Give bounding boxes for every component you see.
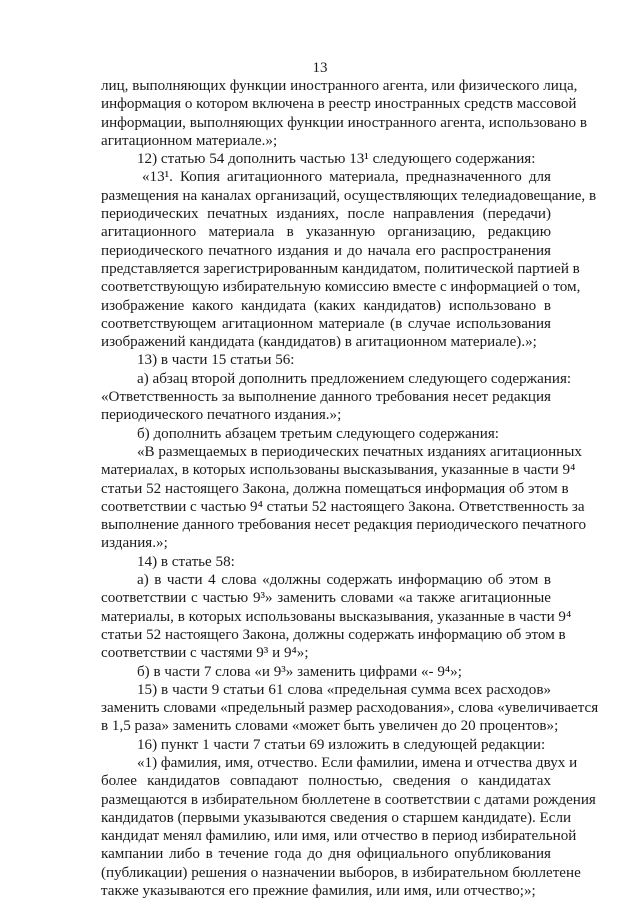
text-line: кандидатов (первыми указываются сведения о старшем кандидате). Если [101, 809, 572, 826]
text-line: статьи 52 настоящего Закона, должны содержать информацию об этом в [101, 626, 566, 643]
text-line: 14) в статье 58: [137, 553, 235, 570]
text-line: размещения на каналах организаций, осуществляющих теледиадовещание, в [101, 187, 597, 204]
text-line: материалах, в которых использованы высказывания, указанные в части 9⁴ [101, 462, 576, 479]
text-line: в 1,5 раза» заменить словами «может быть увеличен до 20 процентов»; [101, 718, 559, 735]
text-line: 12) статью 54 дополнить частью 13¹ следующего содержания: [137, 151, 536, 168]
text-line: 15) в части 9 статьи 61 слова «предельная сумма всех расходов» [137, 681, 551, 698]
document-body [101, 77, 599, 900]
text-line: кампании либо в течение года до дня официального опубликования [101, 846, 551, 863]
text-line: представляется зарегистрированным кандидатом, политической партией в [101, 260, 580, 277]
text-line: периодического печатного издания.»; [101, 407, 342, 424]
text-line: размещаются в избирательном бюллетене в соответствии с датами рождения [101, 791, 596, 808]
text-line: издания.»; [101, 535, 168, 552]
text-line: заменить словами «предельный размер расходования», слова «увеличивается [101, 700, 599, 717]
text-line: 13) в части 15 статьи 56: [137, 352, 295, 369]
text-line: (публикации) решения о назначении выборов, в избирательном бюллетене [101, 864, 581, 881]
text-line: а) в части 4 слова «должны содержать информацию об этом в [137, 572, 551, 589]
text-line: изображений кандидата (кандидатов) в агитационном материале).»; [101, 334, 537, 351]
text-line: «13¹. Копия агитационного материала, предназначенного для [142, 169, 551, 186]
text-line: также указываются его прежние фамилия, или имя, или отчество;»; [101, 883, 536, 900]
text-line: более кандидатов совпадают полностью, сведения о кандидатах [101, 773, 551, 790]
text-line: соответствии с частью 9⁴ статьи 52 настоящего Закона. Ответственность за [101, 498, 585, 515]
text-line: а) абзац второй дополнить предложением следующего содержания: [137, 370, 572, 387]
text-line: периодического печатного издания и до начала его распространения [101, 242, 551, 259]
text-line: 16) пункт 1 части 7 статьи 69 изложить в следующей редакции: [137, 736, 546, 753]
text-line: «Ответственность за выполнение данного требования несет редакция [101, 389, 551, 406]
text-line: соответствующем агитационном материале (в случае использования [101, 315, 551, 332]
text-line: соответствии с частями 9³ и 9⁴»; [101, 645, 309, 662]
text-line: материалы, в которых использованы высказывания, указанные в части 9⁴ [101, 608, 572, 625]
text-line: «В размещаемых в периодических печатных изданиях агитационных [137, 443, 582, 460]
text-line: соответствующую избирательную комиссию вместе с информацией о том, [101, 279, 581, 296]
text-line: соответствии с частью 9³» заменить словами «а также агитационные [101, 590, 551, 607]
page-number: 13 [312, 60, 328, 76]
text-line: б) в части 7 слова «и 9³» заменить цифрами «- 9⁴»; [137, 663, 462, 680]
text-line: б) дополнить абзацем третьим следующего содержания: [137, 425, 499, 442]
text-line: изображение какого кандидата (каких кандидатов) использовано в [101, 297, 551, 314]
text-line: агитационного материала в указанную организацию, редакцию [101, 224, 551, 241]
text-line: выполнение данного требования несет редакция периодического печатного [101, 517, 587, 534]
text-line: периодических печатных изданиях, после направления (передачи) [101, 206, 551, 223]
text-line: лиц, выполняющих функции иностранного агента, или физического лица, [101, 78, 578, 94]
text-line: статьи 52 настоящего Закона, должна помещаться информация об этом в [101, 480, 569, 497]
text-line: кандидат менял фамилию, или имя, или отчество в период избирательной [101, 828, 577, 845]
text-line: информации, выполняющих функции иностранного агента, использовано в [101, 114, 587, 131]
text-line: агитационном материале.»; [101, 132, 278, 149]
text-line: информация о котором включена в реестр иностранных средств массовой [101, 96, 577, 113]
text-line: «1) фамилия, имя, отчество. Если фамилии, имена и отчества двух и [137, 754, 578, 771]
